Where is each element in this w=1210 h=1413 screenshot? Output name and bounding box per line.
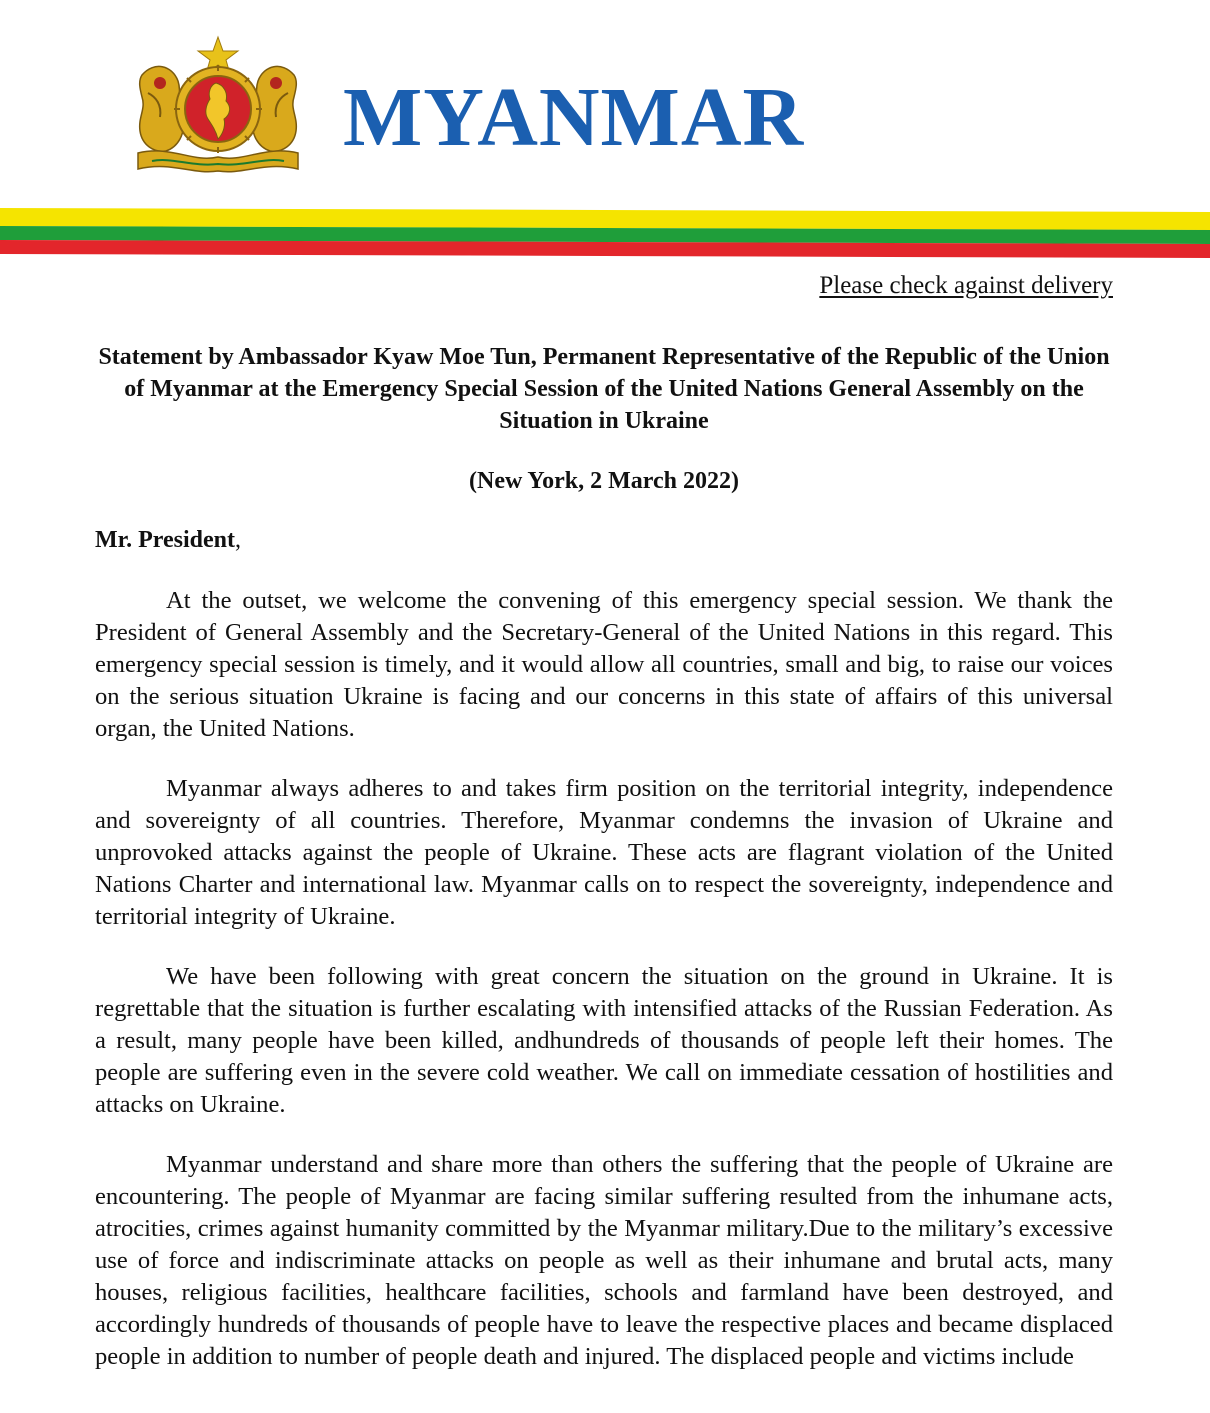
paragraph-concern: We have been following with great concern the situation on the ground in Ukraine. It is regrettable that the situation is further escalating with intensified attacks of the Russian Federation. As a result, many people have been killed, andhundreds of thousands of people left their homes. The people are suffering even in the severe cold weather. We call on immediate cessation of hostilities and attacks on Ukraine.	[95, 963, 1113, 1118]
salutation-punct: ,	[234, 527, 241, 553]
paragraph-suffering: Myanmar understand and share more than others the suffering that the people of Ukraine are encountering. The people of Myanmar are facing similar suffering resulted from the inhumane acts, atrocities, crimes against humanity committed by the Myanmar military.Due to the military’s excessive use of force and indiscriminate attacks on people as well as their inhumane and brutal acts, many houses, religious facilities, healthcare facilities, schools and farmland have been destroyed, and accordingly hundreds of thousands of people have to leave the respective places and became displaced people in addition to number of people death and injured. The displaced people and victims include	[95, 1151, 1113, 1370]
statement-title: Statement by Ambassador Kyaw Moe Tun, Permanent Representative of the Republic of the Union of Myanmar at the Emergency Special Session of the United Nations General Assembly on the Situation in Ukraine	[98, 344, 1110, 434]
state-seal-icon	[132, 35, 304, 175]
paragraph-position: Myanmar always adheres to and takes firm position on the territorial integrity, independence and sovereignty of all countries. Therefore, Myanmar condemns the invasion of Ukraine and unprovoked attacks against the people of Ukraine. These acts are flagrant violation of the United Nations Charter and international law. Myanmar calls on to respect the sovereignty, independence and territorial integrity of Ukraine.	[95, 775, 1113, 930]
date-line: (New York, 2 March 2022)	[469, 468, 739, 494]
check-against-delivery-note: Please check against delivery	[819, 272, 1113, 299]
salutation-name: Mr. President	[95, 527, 235, 553]
letterhead	[0, 0, 1210, 210]
flag-stripe-bar	[0, 208, 1210, 260]
salutation	[95, 524, 241, 556]
country-title: MYANMAR	[343, 71, 805, 164]
paragraph-opening: At the outset, we welcome the convening of this emergency special session. We thank the President of General Assembly and the Secretary-General of the United Nations in this regard. This emergency special session is timely, and it would allow all countries, small and big, to raise our voices on the serious situation Ukraine is facing and our concerns in this state of affairs of this universal organ, the United Nations.	[95, 587, 1113, 742]
statement-body	[95, 585, 1113, 1401]
